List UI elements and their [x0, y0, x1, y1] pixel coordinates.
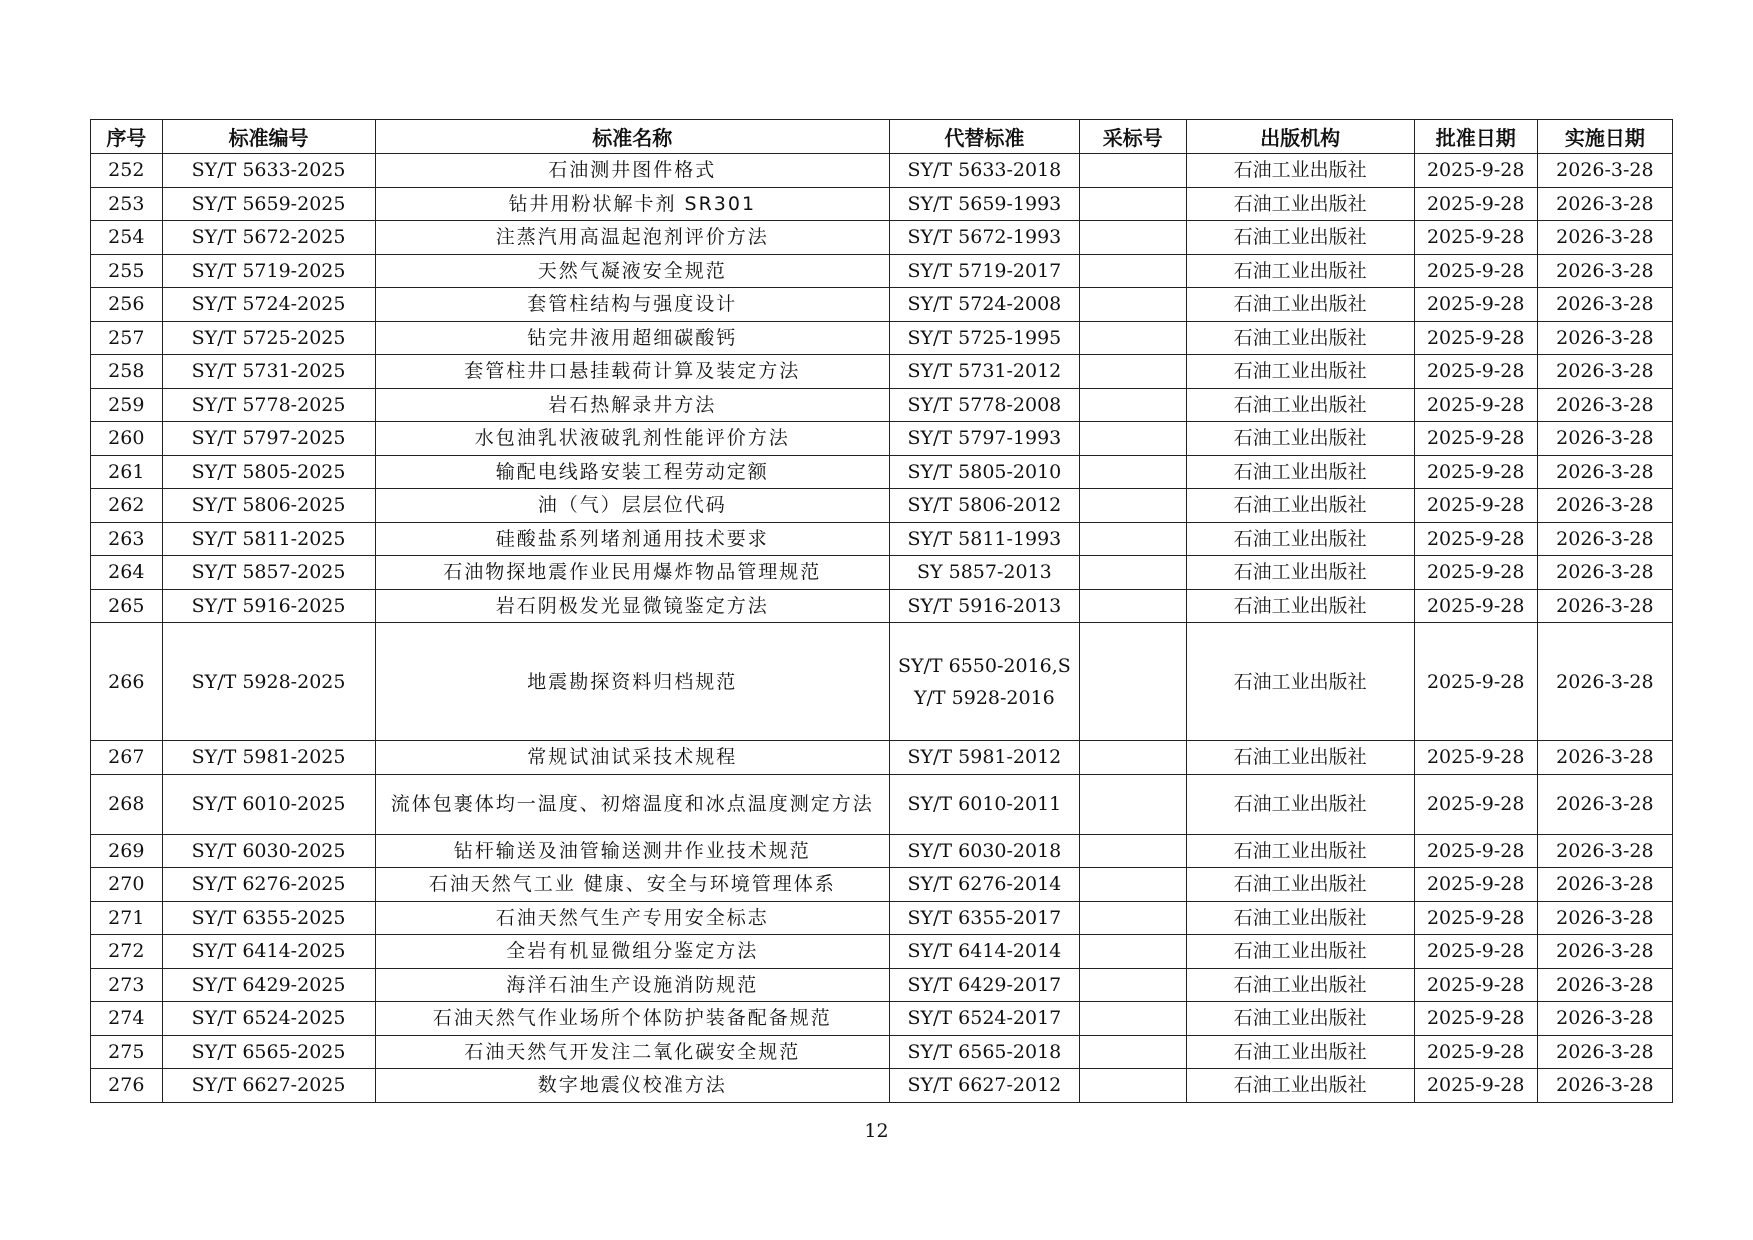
cell-replaced-standard: SY/T 5724-2008 — [890, 288, 1080, 322]
cell-replaced-standard: SY/T 6276-2014 — [890, 868, 1080, 902]
cell-effective-date: 2026-3-28 — [1537, 187, 1672, 221]
cell-adopted-number — [1079, 254, 1186, 288]
cell-standard-name: 全岩有机显微组分鉴定方法 — [375, 935, 890, 969]
table-row — [91, 868, 1673, 902]
cell-adopted-number — [1079, 1002, 1186, 1036]
cell-index: 267 — [91, 741, 163, 775]
cell-effective-date: 2026-3-28 — [1537, 489, 1672, 523]
cell-standard-number: SY/T 5857-2025 — [162, 556, 375, 590]
cell-standard-name: 流体包裹体均一温度、初熔温度和冰点温度测定方法 — [375, 774, 890, 834]
cell-adopted-number — [1079, 355, 1186, 389]
page-number: 12 — [864, 1120, 889, 1142]
cell-effective-date: 2026-3-28 — [1537, 556, 1672, 590]
cell-index: 276 — [91, 1069, 163, 1103]
table-row — [91, 935, 1673, 969]
cell-index: 266 — [91, 623, 163, 741]
cell-publisher: 石油工业出版社 — [1186, 422, 1414, 456]
cell-approval-date: 2025-9-28 — [1414, 1002, 1537, 1036]
cell-replaced-standard: SY/T 6030-2018 — [890, 834, 1080, 868]
cell-adopted-number — [1079, 741, 1186, 775]
cell-approval-date: 2025-9-28 — [1414, 221, 1537, 255]
table-row — [91, 288, 1673, 322]
cell-index: 272 — [91, 935, 163, 969]
cell-standard-number: SY/T 5778-2025 — [162, 388, 375, 422]
cell-approval-date: 2025-9-28 — [1414, 522, 1537, 556]
cell-approval-date: 2025-9-28 — [1414, 388, 1537, 422]
cell-effective-date: 2026-3-28 — [1537, 774, 1672, 834]
cell-standard-name: 岩石热解录井方法 — [375, 388, 890, 422]
cell-approval-date: 2025-9-28 — [1414, 868, 1537, 902]
cell-index: 262 — [91, 489, 163, 523]
cell-index: 260 — [91, 422, 163, 456]
cell-publisher: 石油工业出版社 — [1186, 321, 1414, 355]
cell-publisher: 石油工业出版社 — [1186, 1035, 1414, 1069]
cell-approval-date: 2025-9-28 — [1414, 187, 1537, 221]
cell-publisher: 石油工业出版社 — [1186, 489, 1414, 523]
cell-index: 273 — [91, 968, 163, 1002]
table-row — [91, 522, 1673, 556]
cell-replaced-standard: SY/T 5806-2012 — [890, 489, 1080, 523]
table-row — [91, 455, 1673, 489]
cell-effective-date: 2026-3-28 — [1537, 1035, 1672, 1069]
cell-standard-number: SY/T 5928-2025 — [162, 623, 375, 741]
cell-replaced-standard: SY/T 6429-2017 — [890, 968, 1080, 1002]
standards-table — [90, 119, 1673, 1103]
cell-index: 268 — [91, 774, 163, 834]
table-row — [91, 741, 1673, 775]
cell-publisher: 石油工业出版社 — [1186, 868, 1414, 902]
cell-standard-number: SY/T 6276-2025 — [162, 868, 375, 902]
cell-effective-date: 2026-3-28 — [1537, 968, 1672, 1002]
cell-effective-date: 2026-3-28 — [1537, 741, 1672, 775]
header-index: 序号 — [91, 120, 163, 154]
cell-adopted-number — [1079, 288, 1186, 322]
cell-approval-date: 2025-9-28 — [1414, 254, 1537, 288]
cell-approval-date: 2025-9-28 — [1414, 589, 1537, 623]
cell-adopted-number — [1079, 556, 1186, 590]
cell-standard-name: 石油测井图件格式 — [375, 154, 890, 188]
table-row — [91, 355, 1673, 389]
cell-standard-name: 海洋石油生产设施消防规范 — [375, 968, 890, 1002]
cell-effective-date: 2026-3-28 — [1537, 221, 1672, 255]
cell-standard-name: 数字地震仪校准方法 — [375, 1069, 890, 1103]
cell-replaced-standard: SY/T 5811-1993 — [890, 522, 1080, 556]
table-row — [91, 388, 1673, 422]
table-row — [91, 221, 1673, 255]
cell-standard-name: 套管柱井口悬挂载荷计算及装定方法 — [375, 355, 890, 389]
cell-index: 269 — [91, 834, 163, 868]
cell-publisher: 石油工业出版社 — [1186, 556, 1414, 590]
table-row — [91, 901, 1673, 935]
cell-standard-number: SY/T 6414-2025 — [162, 935, 375, 969]
cell-standard-name: 石油天然气工业 健康、安全与环境管理体系 — [375, 868, 890, 902]
cell-publisher: 石油工业出版社 — [1186, 288, 1414, 322]
cell-index: 265 — [91, 589, 163, 623]
cell-publisher: 石油工业出版社 — [1186, 935, 1414, 969]
cell-standard-name: 套管柱结构与强度设计 — [375, 288, 890, 322]
cell-standard-name: 钻井用粉状解卡剂 SR301 — [375, 187, 890, 221]
table-row — [91, 1035, 1673, 1069]
cell-adopted-number — [1079, 868, 1186, 902]
cell-index: 263 — [91, 522, 163, 556]
cell-effective-date: 2026-3-28 — [1537, 254, 1672, 288]
cell-standard-number: SY/T 5672-2025 — [162, 221, 375, 255]
cell-replaced-standard: SY/T 5672-1993 — [890, 221, 1080, 255]
cell-replaced-standard: SY/T 5797-1993 — [890, 422, 1080, 456]
cell-approval-date: 2025-9-28 — [1414, 1069, 1537, 1103]
cell-standard-number: SY/T 5633-2025 — [162, 154, 375, 188]
cell-replaced-standard: SY/T 6565-2018 — [890, 1035, 1080, 1069]
cell-standard-name: 石油天然气作业场所个体防护装备配备规范 — [375, 1002, 890, 1036]
cell-effective-date: 2026-3-28 — [1537, 355, 1672, 389]
cell-replaced-standard: SY/T 5805-2010 — [890, 455, 1080, 489]
table-row — [91, 589, 1673, 623]
cell-replaced-standard: SY/T 5981-2012 — [890, 741, 1080, 775]
cell-replaced-standard: SY/T 5778-2008 — [890, 388, 1080, 422]
cell-replaced-standard: SY/T 5916-2013 — [890, 589, 1080, 623]
cell-publisher: 石油工业出版社 — [1186, 834, 1414, 868]
cell-adopted-number — [1079, 901, 1186, 935]
cell-adopted-number — [1079, 935, 1186, 969]
cell-standard-name: 石油物探地震作业民用爆炸物品管理规范 — [375, 556, 890, 590]
cell-standard-number: SY/T 6565-2025 — [162, 1035, 375, 1069]
table-row — [91, 489, 1673, 523]
cell-standard-name: 油（气）层层位代码 — [375, 489, 890, 523]
cell-approval-date: 2025-9-28 — [1414, 968, 1537, 1002]
cell-publisher: 石油工业出版社 — [1186, 774, 1414, 834]
table-row — [91, 968, 1673, 1002]
cell-index: 271 — [91, 901, 163, 935]
cell-adopted-number — [1079, 522, 1186, 556]
table-row — [91, 834, 1673, 868]
cell-standard-name: 钻杆输送及油管输送测井作业技术规范 — [375, 834, 890, 868]
cell-publisher: 石油工业出版社 — [1186, 1069, 1414, 1103]
cell-standard-name: 钻完井液用超细碳酸钙 — [375, 321, 890, 355]
cell-adopted-number — [1079, 221, 1186, 255]
header-effective-date: 实施日期 — [1537, 120, 1672, 154]
cell-effective-date: 2026-3-28 — [1537, 455, 1672, 489]
cell-standard-name: 注蒸汽用高温起泡剂评价方法 — [375, 221, 890, 255]
cell-standard-number: SY/T 5724-2025 — [162, 288, 375, 322]
table-row — [91, 254, 1673, 288]
cell-index: 255 — [91, 254, 163, 288]
cell-standard-number: SY/T 5805-2025 — [162, 455, 375, 489]
cell-effective-date: 2026-3-28 — [1537, 1069, 1672, 1103]
cell-approval-date: 2025-9-28 — [1414, 901, 1537, 935]
cell-standard-number: SY/T 5811-2025 — [162, 522, 375, 556]
cell-effective-date: 2026-3-28 — [1537, 868, 1672, 902]
cell-adopted-number — [1079, 422, 1186, 456]
cell-effective-date: 2026-3-28 — [1537, 1002, 1672, 1036]
table-row — [91, 774, 1673, 834]
cell-replaced-standard: SY/T 6524-2017 — [890, 1002, 1080, 1036]
header-standard-number: 标准编号 — [162, 120, 375, 154]
cell-effective-date: 2026-3-28 — [1537, 321, 1672, 355]
cell-effective-date: 2026-3-28 — [1537, 388, 1672, 422]
cell-publisher: 石油工业出版社 — [1186, 522, 1414, 556]
cell-adopted-number — [1079, 968, 1186, 1002]
cell-approval-date: 2025-9-28 — [1414, 154, 1537, 188]
table-row — [91, 556, 1673, 590]
cell-standard-name: 水包油乳状液破乳剂性能评价方法 — [375, 422, 890, 456]
header-publisher: 出版机构 — [1186, 120, 1414, 154]
cell-adopted-number — [1079, 774, 1186, 834]
cell-replaced-standard: SY/T 6355-2017 — [890, 901, 1080, 935]
cell-replaced-standard: SY/T 6550-2016,SY/T 5928-2016 — [890, 623, 1080, 741]
cell-standard-name: 输配电线路安装工程劳动定额 — [375, 455, 890, 489]
cell-standard-name: 硅酸盐系列堵剂通用技术要求 — [375, 522, 890, 556]
cell-adopted-number — [1079, 1035, 1186, 1069]
cell-index: 258 — [91, 355, 163, 389]
cell-standard-number: SY/T 5981-2025 — [162, 741, 375, 775]
cell-adopted-number — [1079, 834, 1186, 868]
cell-standard-number: SY/T 6524-2025 — [162, 1002, 375, 1036]
cell-adopted-number — [1079, 154, 1186, 188]
cell-standard-number: SY/T 6030-2025 — [162, 834, 375, 868]
cell-approval-date: 2025-9-28 — [1414, 422, 1537, 456]
cell-approval-date: 2025-9-28 — [1414, 489, 1537, 523]
cell-standard-number: SY/T 5719-2025 — [162, 254, 375, 288]
cell-publisher: 石油工业出版社 — [1186, 221, 1414, 255]
cell-index: 257 — [91, 321, 163, 355]
cell-publisher: 石油工业出版社 — [1186, 901, 1414, 935]
cell-publisher: 石油工业出版社 — [1186, 254, 1414, 288]
cell-replaced-standard: SY 5857-2013 — [890, 556, 1080, 590]
cell-approval-date: 2025-9-28 — [1414, 455, 1537, 489]
cell-adopted-number — [1079, 1069, 1186, 1103]
cell-standard-name: 地震勘探资料归档规范 — [375, 623, 890, 741]
cell-approval-date: 2025-9-28 — [1414, 774, 1537, 834]
cell-replaced-standard: SY/T 5633-2018 — [890, 154, 1080, 188]
table-body — [91, 154, 1673, 1103]
header-standard-name: 标准名称 — [375, 120, 890, 154]
cell-adopted-number — [1079, 388, 1186, 422]
cell-adopted-number — [1079, 489, 1186, 523]
cell-publisher: 石油工业出版社 — [1186, 455, 1414, 489]
cell-replaced-standard: SY/T 5719-2017 — [890, 254, 1080, 288]
cell-standard-number: SY/T 5731-2025 — [162, 355, 375, 389]
cell-adopted-number — [1079, 321, 1186, 355]
cell-standard-number: SY/T 6429-2025 — [162, 968, 375, 1002]
cell-standard-number: SY/T 5916-2025 — [162, 589, 375, 623]
cell-adopted-number — [1079, 623, 1186, 741]
table-row — [91, 1002, 1673, 1036]
cell-effective-date: 2026-3-28 — [1537, 935, 1672, 969]
cell-standard-name: 天然气凝液安全规范 — [375, 254, 890, 288]
table-row — [91, 154, 1673, 188]
cell-effective-date: 2026-3-28 — [1537, 288, 1672, 322]
cell-index: 264 — [91, 556, 163, 590]
cell-approval-date: 2025-9-28 — [1414, 288, 1537, 322]
cell-replaced-standard: SY/T 5725-1995 — [890, 321, 1080, 355]
cell-standard-number: SY/T 6010-2025 — [162, 774, 375, 834]
cell-standard-number: SY/T 5806-2025 — [162, 489, 375, 523]
table-row — [91, 187, 1673, 221]
cell-publisher: 石油工业出版社 — [1186, 388, 1414, 422]
cell-standard-name: 岩石阴极发光显微镜鉴定方法 — [375, 589, 890, 623]
header-adopted-number: 采标号 — [1079, 120, 1186, 154]
table-row — [91, 422, 1673, 456]
table-row — [91, 321, 1673, 355]
cell-publisher: 石油工业出版社 — [1186, 355, 1414, 389]
header-replaced-standard: 代替标准 — [890, 120, 1080, 154]
cell-index: 259 — [91, 388, 163, 422]
cell-effective-date: 2026-3-28 — [1537, 154, 1672, 188]
table-row — [91, 1069, 1673, 1103]
cell-effective-date: 2026-3-28 — [1537, 522, 1672, 556]
cell-effective-date: 2026-3-28 — [1537, 589, 1672, 623]
cell-standard-name: 石油天然气开发注二氧化碳安全规范 — [375, 1035, 890, 1069]
cell-standard-name: 常规试油试采技术规程 — [375, 741, 890, 775]
cell-effective-date: 2026-3-28 — [1537, 623, 1672, 741]
cell-approval-date: 2025-9-28 — [1414, 623, 1537, 741]
cell-standard-number: SY/T 6627-2025 — [162, 1069, 375, 1103]
cell-publisher: 石油工业出版社 — [1186, 968, 1414, 1002]
cell-index: 254 — [91, 221, 163, 255]
cell-index: 274 — [91, 1002, 163, 1036]
table-header-row — [91, 120, 1673, 154]
cell-standard-number: SY/T 5797-2025 — [162, 422, 375, 456]
cell-approval-date: 2025-9-28 — [1414, 834, 1537, 868]
cell-index: 270 — [91, 868, 163, 902]
cell-replaced-standard: SY/T 6414-2014 — [890, 935, 1080, 969]
cell-approval-date: 2025-9-28 — [1414, 935, 1537, 969]
cell-index: 261 — [91, 455, 163, 489]
cell-publisher: 石油工业出版社 — [1186, 589, 1414, 623]
cell-effective-date: 2026-3-28 — [1537, 901, 1672, 935]
cell-approval-date: 2025-9-28 — [1414, 741, 1537, 775]
cell-publisher: 石油工业出版社 — [1186, 741, 1414, 775]
cell-replaced-standard: SY/T 5659-1993 — [890, 187, 1080, 221]
cell-standard-number: SY/T 6355-2025 — [162, 901, 375, 935]
cell-effective-date: 2026-3-28 — [1537, 422, 1672, 456]
cell-approval-date: 2025-9-28 — [1414, 321, 1537, 355]
cell-adopted-number — [1079, 187, 1186, 221]
cell-publisher: 石油工业出版社 — [1186, 623, 1414, 741]
cell-replaced-standard: SY/T 6627-2012 — [890, 1069, 1080, 1103]
cell-publisher: 石油工业出版社 — [1186, 154, 1414, 188]
cell-standard-number: SY/T 5659-2025 — [162, 187, 375, 221]
cell-effective-date: 2026-3-28 — [1537, 834, 1672, 868]
cell-standard-number: SY/T 5725-2025 — [162, 321, 375, 355]
cell-index: 256 — [91, 288, 163, 322]
cell-publisher: 石油工业出版社 — [1186, 187, 1414, 221]
cell-approval-date: 2025-9-28 — [1414, 1035, 1537, 1069]
table-row — [91, 623, 1673, 741]
cell-approval-date: 2025-9-28 — [1414, 556, 1537, 590]
cell-index: 253 — [91, 187, 163, 221]
cell-adopted-number — [1079, 455, 1186, 489]
cell-publisher: 石油工业出版社 — [1186, 1002, 1414, 1036]
cell-adopted-number — [1079, 589, 1186, 623]
cell-index: 252 — [91, 154, 163, 188]
cell-approval-date: 2025-9-28 — [1414, 355, 1537, 389]
cell-replaced-standard: SY/T 5731-2012 — [890, 355, 1080, 389]
cell-replaced-standard: SY/T 6010-2011 — [890, 774, 1080, 834]
cell-standard-name: 石油天然气生产专用安全标志 — [375, 901, 890, 935]
header-approval-date: 批准日期 — [1414, 120, 1537, 154]
cell-index: 275 — [91, 1035, 163, 1069]
